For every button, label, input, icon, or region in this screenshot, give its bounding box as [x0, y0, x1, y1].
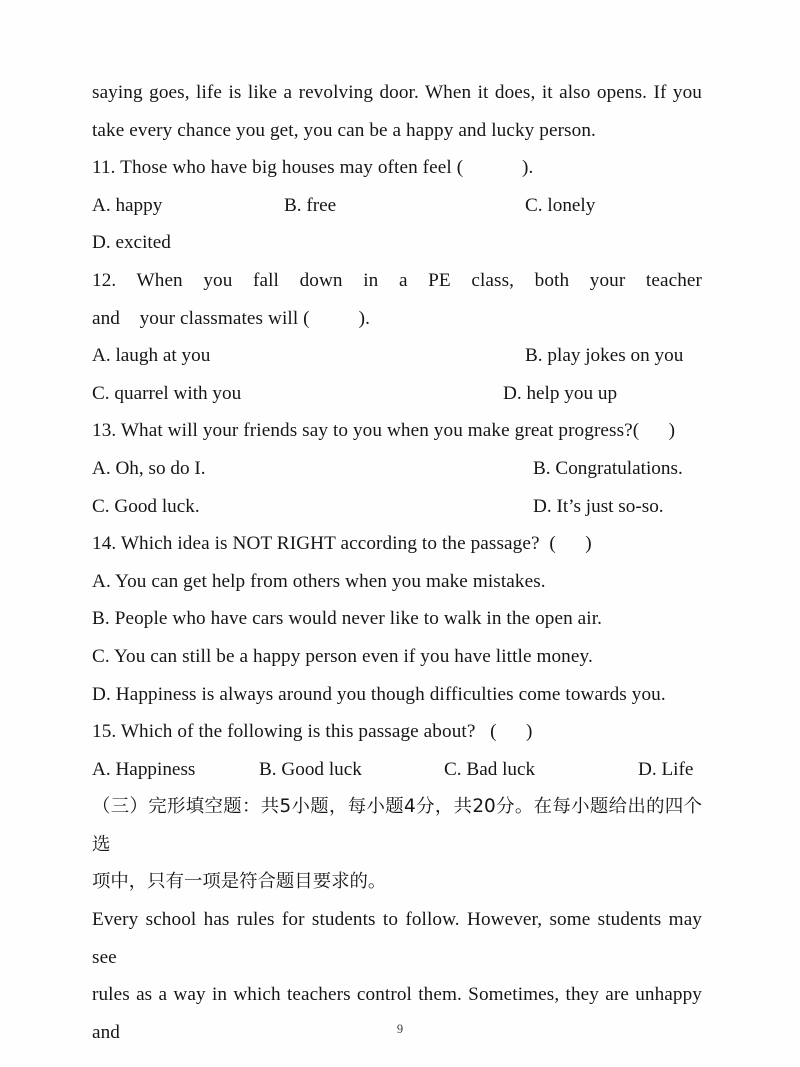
- question-13-option-b[interactable]: B. Congratulations.: [533, 457, 683, 479]
- cloze-passage-line-2: rules as a way in which teachers control them. Sometimes, they are unhappy and: [92, 984, 702, 1043]
- page-content: [92, 74, 702, 1051]
- question-12-stem-line-2: and your classmates will ( ).: [92, 307, 370, 329]
- question-15-options-row-1: [92, 751, 702, 789]
- question-15-option-a[interactable]: A. Happiness: [92, 758, 196, 780]
- passage-tail-line-1: saying goes, life is like a revolving door. When it does, it also opens. If you: [92, 82, 702, 103]
- question-11-option-a[interactable]: A. happy: [92, 194, 163, 216]
- question-12-option-b[interactable]: B. play jokes on you: [525, 345, 684, 367]
- question-12-option-d[interactable]: D. help you up: [503, 382, 618, 404]
- question-11-stem: 11. Those who have big houses may often feel ( ).: [92, 157, 534, 179]
- question-12-option-a[interactable]: A. laugh at you: [92, 345, 211, 367]
- question-13-options-row-2: [92, 488, 702, 526]
- question-13-option-c[interactable]: C. Good luck.: [92, 495, 200, 517]
- question-12-option-c[interactable]: C. quarrel with you: [92, 382, 242, 404]
- question-14-option-a[interactable]: A. You can get help from others when you make mistakes.: [92, 570, 546, 592]
- section-heading-line-1: （三）完形填空题：共5小题，每小题4分，共20分。在每小题给出的四个选: [92, 796, 702, 855]
- question-12-options-row-2: [92, 375, 702, 413]
- question-11-option-b[interactable]: B. free: [284, 194, 337, 216]
- question-11-option-c[interactable]: C. lonely: [525, 194, 596, 216]
- question-13-option-d[interactable]: D. It’s just so-so.: [533, 495, 664, 517]
- question-13-options-row-1: [92, 450, 702, 488]
- question-11-option-d[interactable]: D. excited: [92, 232, 171, 254]
- page-number: 9: [396, 1022, 404, 1036]
- question-15-option-d[interactable]: D. Life: [638, 758, 694, 780]
- question-15-stem: 15. Which of the following is this passage about? ( ): [92, 721, 533, 743]
- question-12-options-row-1: [92, 337, 702, 375]
- question-14-option-d[interactable]: D. Happiness is always around you though difficulties come towards you.: [92, 683, 666, 705]
- question-15-option-b[interactable]: B. Good luck: [259, 758, 362, 780]
- passage-tail-line-2: take every chance you get, you can be a happy and lucky person.: [92, 119, 596, 141]
- question-14-stem: 14. Which idea is NOT RIGHT according to the passage? ( ): [92, 533, 592, 555]
- question-11-options-row-1: [92, 187, 702, 225]
- question-12-stem-line-1: 12. When you fall down in a PE class, both your teacher: [92, 269, 702, 291]
- question-14-option-b[interactable]: B. People who have cars would never like to walk in the open air.: [92, 608, 603, 630]
- question-14-option-c[interactable]: C. You can still be a happy person even if you have little money.: [92, 645, 593, 667]
- question-15-option-c[interactable]: C. Bad luck: [444, 758, 536, 780]
- section-heading-line-2: 项中，只有一项是符合题目要求的。: [92, 871, 387, 893]
- question-13-option-a[interactable]: A. Oh, so do I.: [92, 457, 206, 479]
- question-11-options-row-2: [92, 224, 702, 262]
- question-13-stem: 13. What will your friends say to you when you make great progress?( ): [92, 420, 676, 442]
- cloze-passage-line-1: Every school has rules for students to follow. However, some students may see: [92, 909, 702, 968]
